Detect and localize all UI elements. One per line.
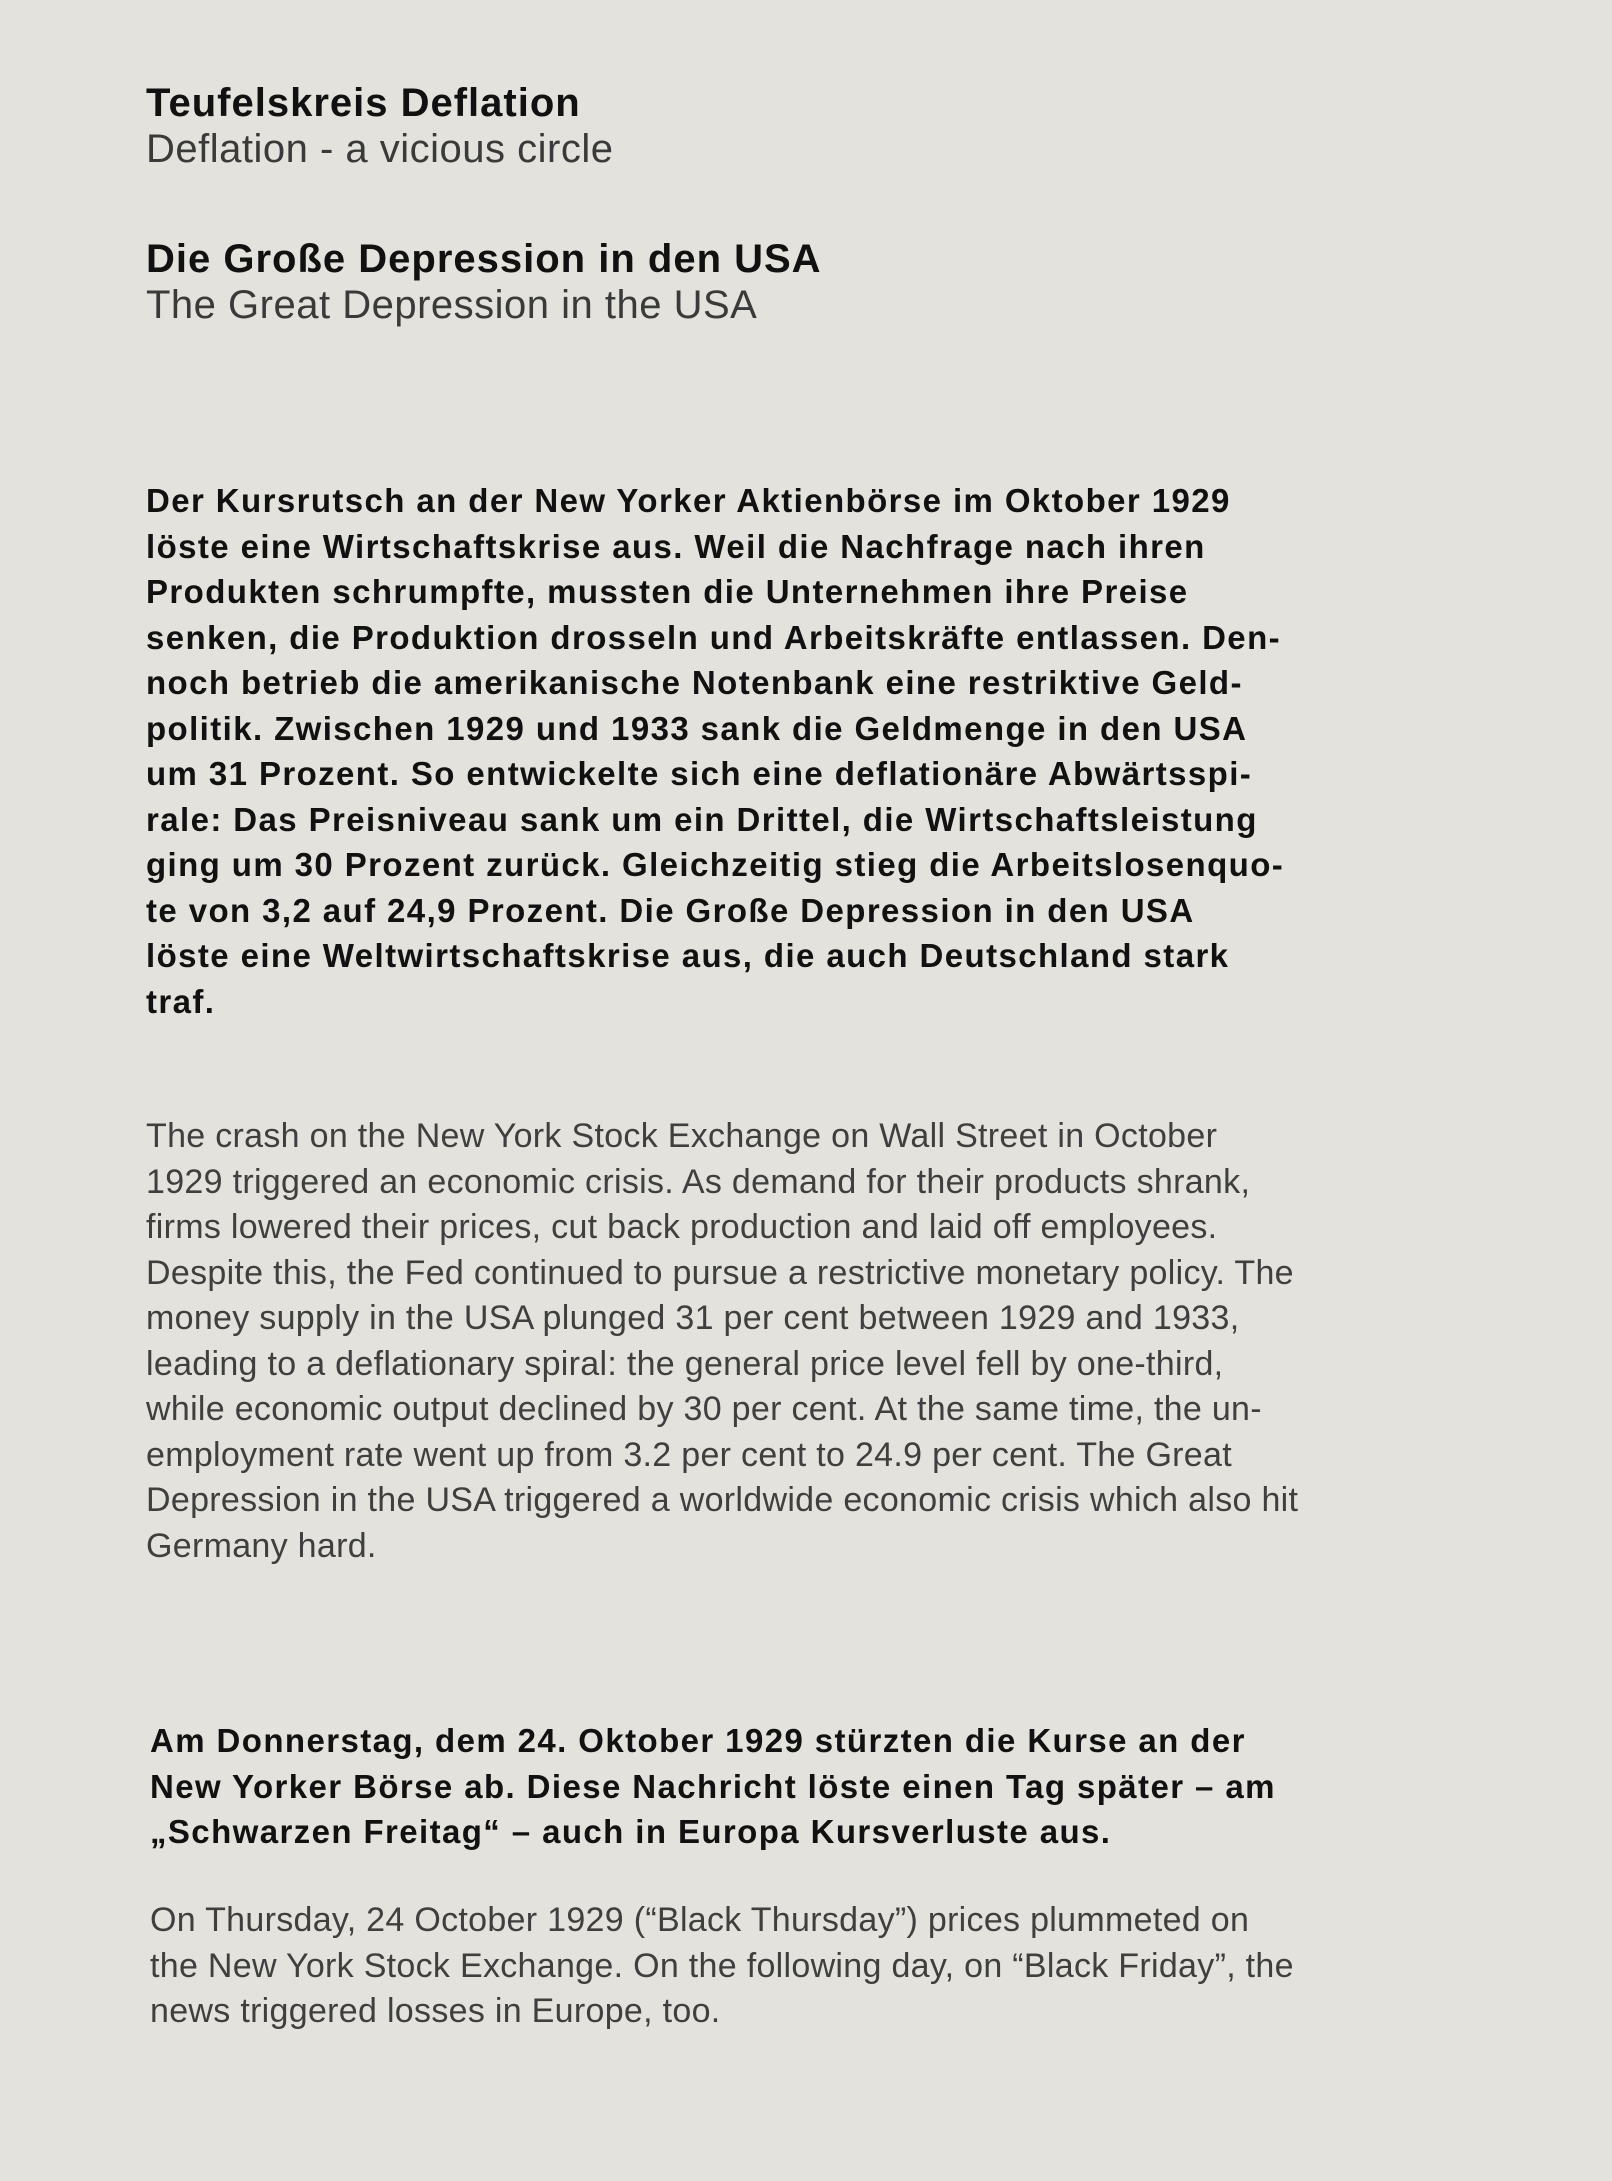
text-line: Der Kursrutsch an der New Yorker Aktienbörse im Oktober 1929 — [146, 482, 1231, 519]
text-line: employment rate went up from 3.2 per cent to 24.9 per cent. The Great — [146, 1435, 1232, 1474]
text-line: te von 3,2 auf 24,9 Prozent. Die Große Depression in den USA — [146, 891, 1195, 929]
text-line: um 31 Prozent. So entwickelte sich eine deflationäre Abwärtsspi- — [146, 755, 1253, 792]
text-line: the New York Stock Exchange. On the following day, on “Black Friday”, the — [150, 1946, 1294, 1985]
text-line: traf. — [146, 982, 216, 1020]
text-line: politik. Zwischen 1929 und 1933 sank die Geldmenge in den USA — [146, 709, 1248, 747]
black-friday-text-en — [150, 1898, 1490, 2035]
text-line: 1929 triggered an economic crisis. As demand for their products shrank, — [146, 1162, 1251, 1201]
text-line: Am Donnerstag, dem 24. Oktober 1929 stürzten die Kurse an der — [150, 1722, 1246, 1759]
text-line: firms lowered their prices, cut back production and laid off employees. — [146, 1208, 1218, 1246]
text-line: while economic output declined by 30 per cent. At the same time, the un- — [146, 1390, 1262, 1428]
text-line: senken, die Produktion drosseln und Arbeitskräfte entlassen. Den- — [146, 618, 1282, 656]
text-line: Despite this, the Fed continued to pursue a restrictive monetary policy. The — [146, 1253, 1294, 1292]
text-line: news triggered losses in Europe, too. — [150, 1992, 721, 2030]
text-line: ging um 30 Prozent zurück. Gleichzeitig stieg die Arbeitslosenquo- — [146, 846, 1285, 883]
text-line: The crash on the New York Stock Exchange on Wall Street in October — [146, 1117, 1218, 1155]
heading-deflation — [146, 80, 1486, 172]
heading-great-depression-en: The Great Depression in the USA — [146, 283, 758, 327]
text-line: On Thursday, 24 October 1929 (“Black Thursday”) prices plummeted on — [150, 1901, 1250, 1939]
text-line: noch betrieb die amerikanische Notenbank eine restriktive Geld- — [146, 664, 1243, 701]
main-text-en — [146, 1114, 1506, 1569]
text-line: Depression in the USA triggered a worldwide economic crisis which also hit — [146, 1481, 1299, 1519]
text-line: New Yorker Börse ab. Diese Nachricht löste einen Tag später – am — [150, 1767, 1276, 1805]
text-line: leading to a deflationary spiral: the general price level fell by one-third, — [146, 1344, 1224, 1383]
black-friday-text-de — [150, 1718, 1490, 1855]
heading-deflation-en: Deflation - a vicious circle — [146, 127, 614, 171]
text-line: Produkten schrumpfte, mussten die Unternehmen ihre Preise — [146, 573, 1189, 610]
text-line: Germany hard. — [146, 1526, 377, 1565]
main-text-de — [146, 478, 1486, 1024]
text-line: löste eine Weltwirtschaftskrise aus, die auch Deutschland stark — [146, 937, 1230, 974]
heading-great-depression — [146, 236, 1486, 328]
text-line: rale: Das Preisniveau sank um ein Drittel, die Wirtschaftsleistung — [146, 800, 1258, 838]
text-line: „Schwarzen Freitag“ – auch in Europa Kursverluste aus. — [150, 1813, 1112, 1850]
heading-great-depression-de: Die Große Depression in den USA — [146, 237, 822, 281]
heading-deflation-de: Teufelskreis Deflation — [146, 81, 581, 125]
text-line: löste eine Wirtschaftskrise aus. Weil die Nachfrage nach ihren — [146, 527, 1206, 565]
text-line: money supply in the USA plunged 31 per cent between 1929 and 1933, — [146, 1299, 1240, 1337]
